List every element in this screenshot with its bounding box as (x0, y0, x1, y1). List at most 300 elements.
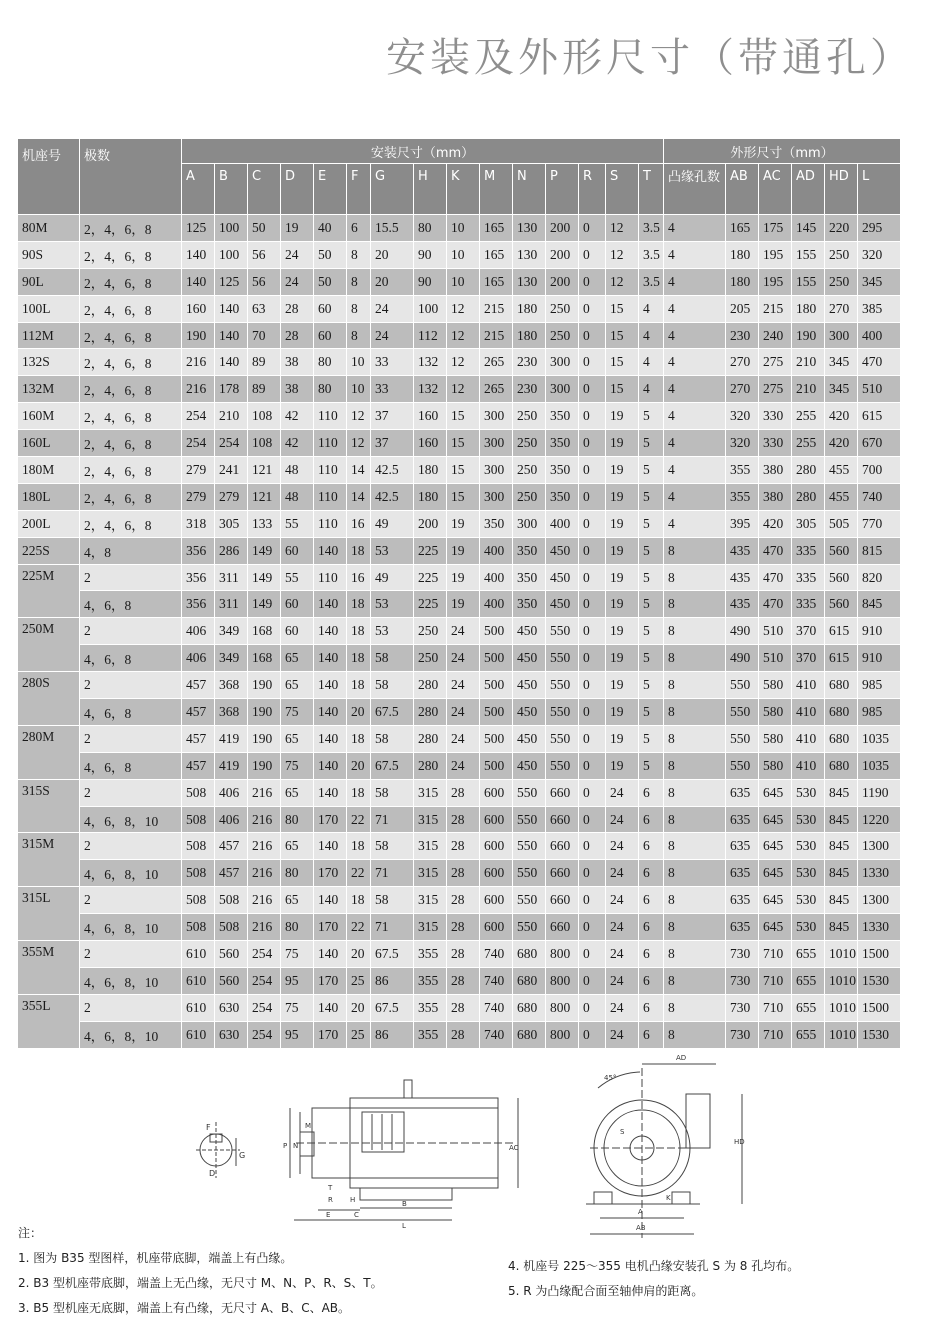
dimension-cell: 0 (579, 591, 606, 618)
dimension-cell: 820 (858, 564, 901, 591)
dimension-cell: 42.5 (371, 483, 414, 510)
shaft-label-g: G (239, 1151, 246, 1160)
dimension-cell: 0 (579, 914, 606, 941)
dimension-cell: 610 (182, 941, 215, 968)
dimension-cell: 170 (314, 806, 347, 833)
poles-cell: 2，4，6，8 (80, 510, 182, 537)
dimension-cell: 4 (664, 457, 726, 484)
dimension-cell: 108 (248, 403, 281, 430)
dimension-cell: 910 (858, 618, 901, 645)
frame-no-cell: 225M (18, 564, 80, 618)
dimension-cell: 24 (281, 268, 314, 295)
dimension-cell: 600 (480, 806, 513, 833)
dimension-cell: 550 (546, 725, 579, 752)
dimension-cell: 25 (347, 1021, 371, 1048)
dimension-cell: 5 (639, 591, 664, 618)
dimension-cell: 350 (513, 591, 546, 618)
dimension-cell: 165 (480, 215, 513, 242)
dimension-cell: 610 (182, 1021, 215, 1048)
dimension-cell: 190 (248, 699, 281, 726)
dimension-cell: 190 (182, 322, 215, 349)
dimension-cell: 19 (606, 537, 639, 564)
table-row (18, 914, 901, 941)
frame-no-cell: 100L (18, 295, 80, 322)
dimension-cell: 15 (447, 483, 480, 510)
dimension-cell: 20 (347, 752, 371, 779)
front-foot-right (672, 1192, 690, 1204)
frame-no-cell: 355M (18, 941, 80, 995)
dimension-cell: 216 (182, 376, 215, 403)
side-label-ac: AC (509, 1144, 519, 1152)
dimension-cell: 265 (480, 376, 513, 403)
dimension-cell: 450 (546, 564, 579, 591)
note-1: 1. 图为 B35 型图样，机座带底脚，端盖上有凸缘。 (18, 1251, 293, 1265)
dimension-cell: 50 (248, 215, 281, 242)
dimension-cell: 48 (281, 483, 314, 510)
dimension-cell: 132 (414, 349, 447, 376)
dimension-cell: 215 (759, 295, 792, 322)
dimension-cell: 435 (726, 537, 759, 564)
table-row (18, 994, 901, 1021)
dimension-cell: 560 (825, 537, 858, 564)
dimension-cell: 140 (314, 699, 347, 726)
dimension-cell: 280 (414, 725, 447, 752)
poles-cell: 4，6，8，10 (80, 806, 182, 833)
dimension-cell: 645 (759, 887, 792, 914)
header-col-k: K (447, 164, 480, 215)
dimension-cell: 406 (215, 779, 248, 806)
dimension-cell: 53 (371, 618, 414, 645)
table-row (18, 215, 901, 242)
dimension-cell: 71 (371, 806, 414, 833)
dimension-cell: 355 (414, 994, 447, 1021)
dimension-cell: 5 (639, 537, 664, 564)
poles-cell: 4，6，8，10 (80, 967, 182, 994)
table-row (18, 941, 901, 968)
dimension-cell: 400 (480, 591, 513, 618)
dimension-cell: 615 (825, 618, 858, 645)
dimension-cell: 800 (546, 967, 579, 994)
dimension-cell: 110 (314, 483, 347, 510)
front-label-ab: AB (636, 1224, 646, 1232)
dimension-cell: 50 (314, 268, 347, 295)
dimension-cell: 645 (759, 860, 792, 887)
dimension-cell: 5 (639, 403, 664, 430)
dimension-cell: 0 (579, 833, 606, 860)
dimension-cell: 19 (606, 752, 639, 779)
frame-no-cell: 180M (18, 457, 80, 484)
dimension-cell: 80 (281, 914, 314, 941)
dimension-cell: 350 (513, 564, 546, 591)
dimension-cell: 8 (347, 241, 371, 268)
dimension-cell: 8 (664, 1021, 726, 1048)
dimension-cell: 5 (639, 430, 664, 457)
dimension-cell: 315 (414, 914, 447, 941)
dimension-cell: 508 (215, 887, 248, 914)
dimension-cell: 180 (513, 295, 546, 322)
dimension-cell: 730 (726, 941, 759, 968)
dimension-cell: 740 (480, 1021, 513, 1048)
dimension-cell: 400 (858, 322, 901, 349)
note-5: 5. R 为凸缘配合面至轴伸肩的距离。 (508, 1284, 704, 1298)
dimension-cell: 350 (513, 537, 546, 564)
dimension-cell: 450 (513, 725, 546, 752)
dimension-cell: 8 (664, 833, 726, 860)
dimension-cell: 24 (606, 806, 639, 833)
side-label-h: H (350, 1196, 356, 1204)
dimension-cell: 315 (414, 860, 447, 887)
dimension-cell: 22 (347, 806, 371, 833)
dimension-cell: 600 (480, 779, 513, 806)
dimension-cell: 300 (546, 376, 579, 403)
dimension-cell: 0 (579, 806, 606, 833)
table-row (18, 618, 901, 645)
dimension-cell: 12 (447, 295, 480, 322)
dimension-cell: 18 (347, 537, 371, 564)
dimension-cell: 65 (281, 887, 314, 914)
dimension-cell: 508 (182, 914, 215, 941)
dimension-cell: 295 (858, 215, 901, 242)
dimension-cell: 510 (759, 645, 792, 672)
dimension-cell: 254 (248, 941, 281, 968)
dimension-cell: 20 (347, 941, 371, 968)
dimension-cell: 53 (371, 591, 414, 618)
front-label-k: K (666, 1194, 671, 1202)
dimension-cell: 1035 (858, 752, 901, 779)
dimension-cell: 318 (182, 510, 215, 537)
dimension-cell: 70 (248, 322, 281, 349)
dimension-cell: 410 (792, 725, 825, 752)
dimension-cell: 19 (447, 537, 480, 564)
dimension-cell: 18 (347, 725, 371, 752)
dimension-cell: 200 (546, 268, 579, 295)
dimension-cell: 550 (546, 618, 579, 645)
dimension-cell: 406 (182, 645, 215, 672)
dimension-cell: 0 (579, 967, 606, 994)
note-3: 3. B5 型机座无底脚，端盖上有凸缘，无尺寸 A、B、C、AB。 (18, 1301, 351, 1315)
table-row (18, 483, 901, 510)
dimension-cell: 600 (480, 860, 513, 887)
dimension-cell: 635 (726, 914, 759, 941)
header-col-f: F (347, 164, 371, 215)
dimension-cell: 710 (759, 1021, 792, 1048)
dimension-cell: 400 (480, 537, 513, 564)
dimension-cell: 130 (513, 215, 546, 242)
dimension-cell: 19 (606, 672, 639, 699)
dimension-cell: 130 (513, 268, 546, 295)
front-label-ad: AD (676, 1054, 687, 1062)
frame-no-cell: 280S (18, 672, 80, 726)
dimension-cell: 406 (182, 618, 215, 645)
dimension-cell: 508 (182, 779, 215, 806)
dimension-cell: 28 (447, 1021, 480, 1048)
shaft-end-drawing (196, 1122, 245, 1178)
dimension-cell: 0 (579, 376, 606, 403)
lifting-eye (404, 1080, 412, 1098)
dimension-cell: 0 (579, 887, 606, 914)
dimension-cell: 80 (281, 860, 314, 887)
dimension-cell: 710 (759, 941, 792, 968)
dimension-cell: 180 (414, 457, 447, 484)
dimension-cell: 845 (825, 833, 858, 860)
dimension-cell: 58 (371, 725, 414, 752)
front-label-a: A (638, 1208, 643, 1216)
dimension-cell: 0 (579, 779, 606, 806)
dimension-cell: 280 (792, 457, 825, 484)
dimension-cell: 550 (726, 725, 759, 752)
poles-cell: 2，4，6，8 (80, 215, 182, 242)
dimension-cell: 37 (371, 430, 414, 457)
dimension-cell: 250 (546, 295, 579, 322)
table-row (18, 537, 901, 564)
dimension-cell: 140 (314, 779, 347, 806)
dimension-cell: 112 (414, 322, 447, 349)
dimension-cell: 0 (579, 699, 606, 726)
dimension-cell: 19 (606, 725, 639, 752)
notes-right (508, 1254, 799, 1304)
poles-cell: 4，6，8 (80, 752, 182, 779)
header-col-g: G (371, 164, 414, 215)
frame-no-cell: 355L (18, 994, 80, 1048)
poles-cell: 2 (80, 941, 182, 968)
table-row (18, 833, 901, 860)
dimension-cell: 550 (726, 672, 759, 699)
dimension-cell: 6 (639, 779, 664, 806)
dimension-cell: 12 (347, 430, 371, 457)
dimension-cell: 370 (792, 645, 825, 672)
dimension-cell: 6 (639, 833, 664, 860)
dimension-cell: 508 (182, 806, 215, 833)
dimension-cell: 200 (546, 215, 579, 242)
poles-cell: 2 (80, 887, 182, 914)
dimension-cell: 0 (579, 564, 606, 591)
dimension-cell: 170 (314, 967, 347, 994)
frame-no-cell: 160M (18, 403, 80, 430)
dimension-cell: 190 (248, 672, 281, 699)
side-label-r: R (328, 1196, 333, 1204)
dimension-cell: 255 (792, 403, 825, 430)
dimension-cell: 22 (347, 860, 371, 887)
notes-heading: 注： (18, 1226, 43, 1240)
dimension-cell: 457 (182, 725, 215, 752)
dimension-cell: 1300 (858, 887, 901, 914)
dimension-cell: 0 (579, 403, 606, 430)
terminal-box (362, 1112, 404, 1152)
front-label-s: S (620, 1128, 625, 1136)
dimension-cell: 8 (664, 672, 726, 699)
dimension-cell: 4 (664, 483, 726, 510)
dimension-cell: 345 (858, 268, 901, 295)
dimension-cell: 3.5 (639, 241, 664, 268)
dimension-cell: 315 (414, 779, 447, 806)
dimension-cell: 280 (414, 699, 447, 726)
frame-no-cell: 250M (18, 618, 80, 672)
table-row (18, 672, 901, 699)
dimension-cell: 15.5 (371, 215, 414, 242)
table-row (18, 376, 901, 403)
dimension-cell: 1500 (858, 994, 901, 1021)
dimension-cell: 24 (606, 994, 639, 1021)
header-col-h: H (414, 164, 447, 215)
dimension-cell: 500 (480, 645, 513, 672)
dimension-cell: 1220 (858, 806, 901, 833)
dimension-cell: 28 (281, 295, 314, 322)
dimension-cell: 355 (414, 967, 447, 994)
dimension-cell: 510 (759, 618, 792, 645)
dimension-cell: 16 (347, 564, 371, 591)
dimension-cell: 240 (759, 322, 792, 349)
dimension-cell: 380 (759, 457, 792, 484)
dimension-cell: 0 (579, 672, 606, 699)
table-row (18, 403, 901, 430)
dimension-cell: 170 (314, 1021, 347, 1048)
dimension-cell: 420 (825, 430, 858, 457)
dimension-cell: 680 (513, 941, 546, 968)
dimension-cell: 300 (480, 430, 513, 457)
dimension-cell: 265 (480, 349, 513, 376)
dimension-cell: 24 (606, 967, 639, 994)
dimension-cell: 635 (726, 833, 759, 860)
front-foot-left (594, 1192, 612, 1204)
dimension-cell: 19 (281, 215, 314, 242)
dimension-cell: 4 (639, 295, 664, 322)
dimension-cell: 490 (726, 618, 759, 645)
dimension-cell: 28 (447, 806, 480, 833)
dimension-cell: 95 (281, 967, 314, 994)
dimension-cell: 12 (606, 268, 639, 295)
dimension-cell: 12 (606, 241, 639, 268)
poles-cell: 2，4，6，8 (80, 403, 182, 430)
dimension-cell: 42.5 (371, 457, 414, 484)
dimension-cell: 455 (825, 483, 858, 510)
dimension-cell: 15 (447, 403, 480, 430)
dimension-cell: 20 (371, 241, 414, 268)
dimension-cell: 660 (546, 887, 579, 914)
dimension-cell: 168 (248, 618, 281, 645)
dimension-cell: 0 (579, 537, 606, 564)
dimension-cell: 140 (314, 994, 347, 1021)
dimension-cell: 4 (664, 430, 726, 457)
dimension-cell: 216 (182, 349, 215, 376)
dimension-cell: 680 (825, 752, 858, 779)
dimension-cell: 110 (314, 403, 347, 430)
dimension-cell: 550 (513, 914, 546, 941)
dimension-cell: 845 (825, 779, 858, 806)
poles-cell: 2 (80, 672, 182, 699)
poles-cell: 2，4，6，8 (80, 430, 182, 457)
header-install-dimensions: 安装尺寸（mm） (182, 139, 664, 164)
dimension-cell: 216 (248, 914, 281, 941)
dimension-cell: 80 (281, 806, 314, 833)
dimension-cell: 450 (513, 645, 546, 672)
table-row (18, 510, 901, 537)
dimension-cell: 6 (639, 860, 664, 887)
dimension-cell: 508 (182, 833, 215, 860)
dimension-cell: 5 (639, 483, 664, 510)
table-row (18, 457, 901, 484)
dimension-cell: 550 (546, 672, 579, 699)
dimension-cell: 24 (447, 725, 480, 752)
dimension-cell: 5 (639, 672, 664, 699)
dimension-cell: 230 (513, 349, 546, 376)
frame-no-cell: 280M (18, 725, 80, 779)
dimension-cell: 1330 (858, 860, 901, 887)
side-label-m: M (305, 1122, 312, 1130)
dimension-cell: 800 (546, 1021, 579, 1048)
dimension-cell: 24 (606, 914, 639, 941)
dimension-cell: 140 (215, 349, 248, 376)
dimension-cell: 368 (215, 699, 248, 726)
dimension-cell: 42 (281, 403, 314, 430)
table-row (18, 645, 901, 672)
dimension-cell: 580 (759, 752, 792, 779)
dimension-cell: 8 (664, 537, 726, 564)
dimension-cell: 5 (639, 699, 664, 726)
dimension-cell: 845 (825, 914, 858, 941)
frame-no-cell: 200L (18, 510, 80, 537)
dimension-cell: 20 (371, 268, 414, 295)
dimension-cell: 311 (215, 564, 248, 591)
header-poles: 极数 (80, 139, 182, 215)
header-col-flange-holes: 凸缘孔数 (664, 164, 726, 215)
frame-no-cell: 80M (18, 215, 80, 242)
dimension-cell: 75 (281, 699, 314, 726)
dimension-cell: 645 (759, 806, 792, 833)
dimension-cell: 110 (314, 430, 347, 457)
dimension-cell: 470 (759, 564, 792, 591)
dimension-cell: 160 (414, 403, 447, 430)
dimension-cell: 86 (371, 967, 414, 994)
dimension-cell: 210 (792, 349, 825, 376)
dimension-cell: 12 (347, 403, 371, 430)
dimension-cell: 155 (792, 241, 825, 268)
dimension-cell: 635 (726, 779, 759, 806)
dimension-cell: 8 (664, 591, 726, 618)
dimension-cell: 400 (546, 510, 579, 537)
dimension-cell: 0 (579, 268, 606, 295)
dimension-cell: 60 (281, 591, 314, 618)
dimension-cell: 12 (447, 349, 480, 376)
dimension-cell: 1010 (825, 967, 858, 994)
dimension-cell: 24 (606, 1021, 639, 1048)
dimension-cell: 10 (447, 241, 480, 268)
table-row (18, 967, 901, 994)
poles-cell: 4，6，8 (80, 591, 182, 618)
dimension-cell: 19 (606, 591, 639, 618)
dimension-cell: 15 (447, 430, 480, 457)
poles-cell: 4，6，8，10 (80, 860, 182, 887)
dimension-cell: 4 (639, 376, 664, 403)
dimension-cell: 845 (825, 806, 858, 833)
poles-cell: 4，6，8，10 (80, 914, 182, 941)
table-row (18, 806, 901, 833)
dimension-cell: 90 (414, 241, 447, 268)
frame-no-cell: 315S (18, 779, 80, 833)
dimension-cell: 24 (606, 860, 639, 887)
dimension-cell: 560 (825, 591, 858, 618)
poles-cell: 4，6，8 (80, 645, 182, 672)
dimension-cell: 8 (664, 645, 726, 672)
side-label-b: B (402, 1200, 407, 1208)
table-row (18, 268, 901, 295)
dimension-cell: 165 (726, 215, 759, 242)
frame-no-cell: 315M (18, 833, 80, 887)
dimension-cell: 600 (480, 914, 513, 941)
dimension-cell: 457 (182, 672, 215, 699)
dimension-cell: 315 (414, 887, 447, 914)
dimension-cell: 160 (182, 295, 215, 322)
dimension-cell: 615 (858, 403, 901, 430)
